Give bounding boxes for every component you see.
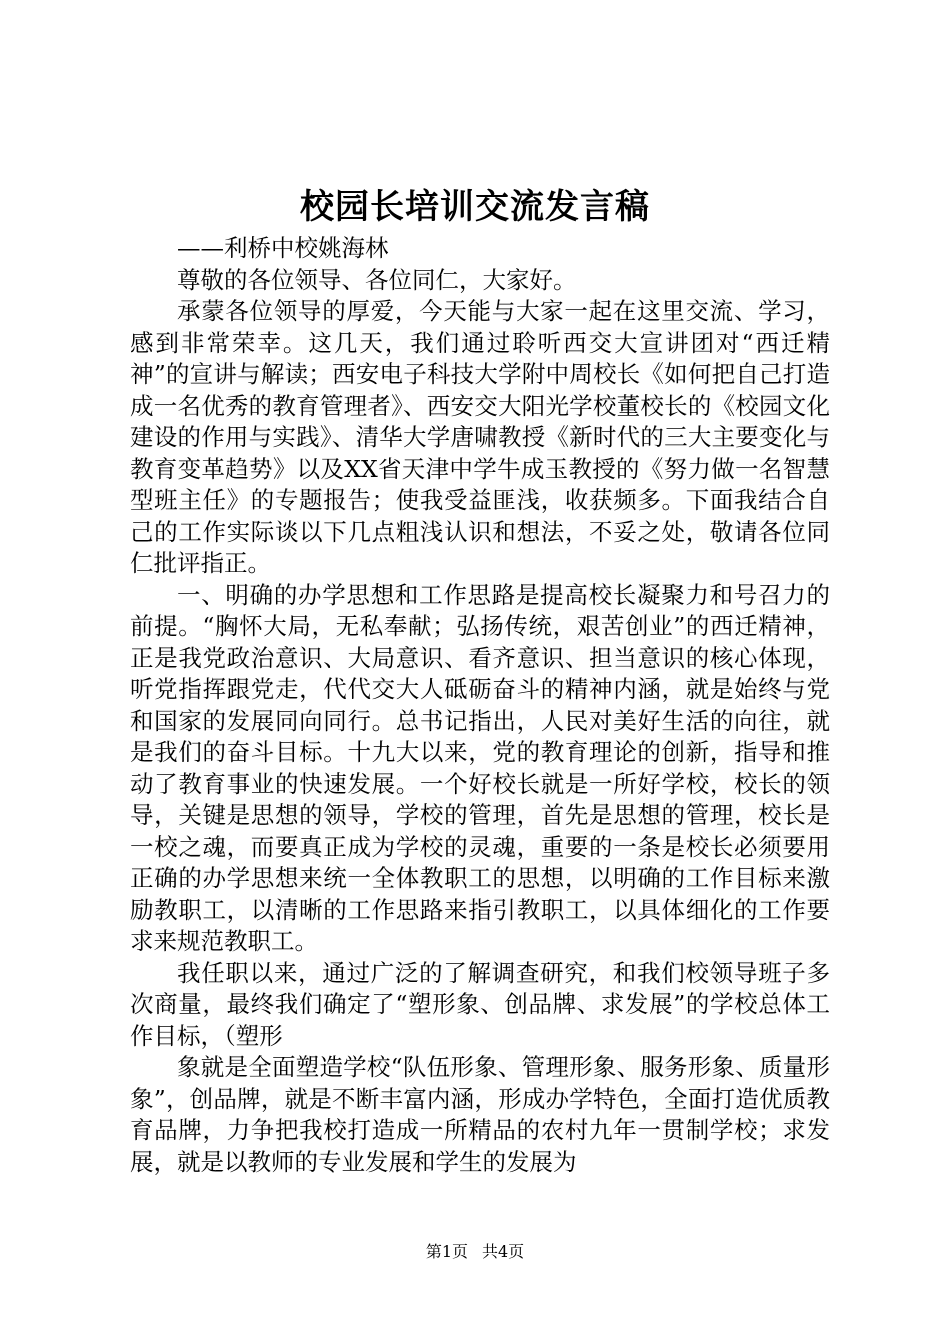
document-body <box>130 233 830 1178</box>
page-total: 共4页 <box>482 1242 525 1261</box>
author-line: ——利桥中校姚海林 <box>177 234 389 262</box>
body-paragraph: 象就是全面塑造学校“队伍形象、管理形象、服务形象、质量形象”，创品牌，就是不断丰富内涵，形成办学特色，全面打造优质教育品牌，力争把我校打造成一所精品的农村九年一贯制学校；求发展，就是以教师的专业发展和学生的发展为 <box>130 1053 830 1176</box>
page-footer <box>0 1240 950 1264</box>
body-paragraph: 我任职以来，通过广泛的了解调查研究，和我们校领导班子多次商量，最终我们确定了“塑形象、创品牌、求发展”的学校总体工作目标，（塑形 <box>130 958 830 1050</box>
document-title: 校园长培训交流发言稿 <box>300 187 650 227</box>
body-paragraph: 一、明确的办学思想和工作思路是提高校长凝聚力和号召力的前提。“胸怀大局，无私奉献；弘扬传统，艰苦创业”的西迁精神，正是我党政治意识、大局意识、看齐意识、担当意识的核心体现，听党指挥跟党走，代代交大人砥砺奋斗的精神内涵，就是始终与党和国家的发展同向同行。总书记指出，人民对美好生活的向往，就是我们的奋斗目标。十九大以来，党的教育理论的创新，指导和推动了教育事业的快速发展。一个好校长就是一所好学校，校长的领导，关键是思想的领导，学校的管理，首先是思想的管理，校长是一校之魂，而要真正成为学校的灵魂，重要的一条是校长必须要用正确的办学思想来统一全体教职工的思想，以明确的工作目标来激励教职工，以清晰的工作思路来指引教职工，以具体细化的工作要求来规范教职工。 <box>130 580 830 955</box>
body-paragraph: 承蒙各位领导的厚爱，今天能与大家一起在这里交流、学习，感到非常荣幸。这几天，我们通过聆听西交大宣讲团对“西迁精神”的宣讲与解读；西安电子科技大学附中周校长《如何把自己打造成一名优秀的教育管理者》、西安交大阳光学校董校长的《校园文化建设的作用与实践》、清华大学唐啸教授《新时代的三大主要变化与教育变革趋势》以及XX省天津中学牛成玉教授的《努力做一名智慧型班主任》的专题报告；使我受益匪浅，收获频多。下面我结合自己的工作实际谈以下几点粗浅认识和想法，不妥之处，敬请各位同仁批评指正。 <box>130 297 830 577</box>
greeting-paragraph: 尊敬的各位领导、各位同仁，大家好。 <box>177 265 577 294</box>
page-number: 第1页 <box>425 1242 468 1261</box>
